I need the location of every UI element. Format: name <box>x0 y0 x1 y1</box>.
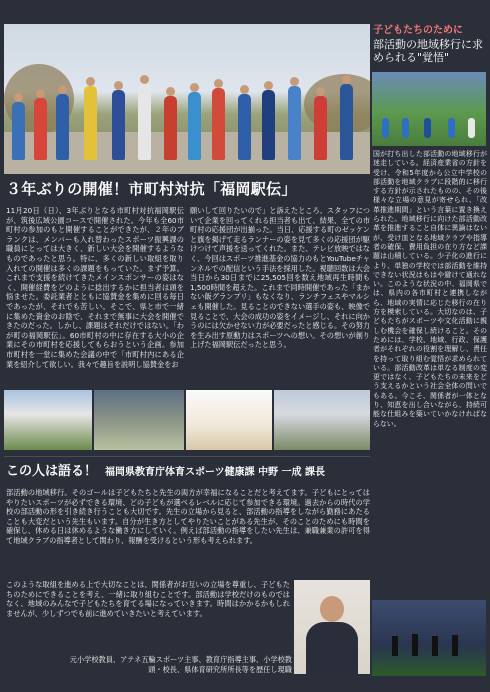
sidebar-subtitle: 部活動の地域移行に求められる"覚悟" <box>373 38 483 64</box>
article-body-column-1: 11月20日（日）、3年ぶりとなる市町村対抗福岡駅伝が、筑後広域公園コースで開催された。今年も全60市町村の参加のもと開催することができたが、２年のブランクは、メンバーも入れ替わったスポーツ振興課の職員にとっては大きく、新しい大会を開催するようなものであったと思う。特に、多くの新しい取組を取り入れての開催は多くの課題をもっていた。まず予算。これまで支援を続けてきたメインスポンサーの姿はなく、開催経費をどのように捻出するかに担当者は頭を悩ませた。委託業者とともに協賛金を集めに回る毎日であったが、それでも苦しい。そこで、県と市で一緒に集めた資金のお陰で、それまで無事に大会を開催できたのだった。しかし、課題はそれだけではない。「わが町の福岡駅伝」。60市町村の中に存在する大小の企業にその市町村を応援してもらおうという企画。参加市町村を一堂に集めた会議の中で「市町村内にある企業を紹介して欲しい。我々で趣旨を説明し協賛金をお <box>6 206 184 369</box>
event-photo-3 <box>186 390 272 450</box>
silhouette-figure <box>392 636 398 656</box>
runner-figure <box>262 90 275 160</box>
child-figure <box>468 118 475 138</box>
silhouette-figure <box>432 636 438 656</box>
runner-figure <box>164 96 177 160</box>
sidebar-title: 子どもたちのために <box>373 25 463 36</box>
runner-figure <box>212 88 225 160</box>
event-photo-1 <box>4 390 92 450</box>
portrait-suit <box>306 622 358 674</box>
sidebar-column-body: 国が打ち出した部活動の地域移行が迷走している。経済産業省の方針を受け、令和5年度から公立中学校の部活動を地域クラブに段階的に移行する方針が示されたものの、その後様々な立場の意見が寄せられ、「改革推進期間」という言葉に置き換えられた。地域移行に向けた部活動改革を推進すること自体に異論はないが、受け皿となる地域クラブや指導者の確保、費用負担の在り方など課題は山積している。少子化の進行により、単独の学校では部活動を維持できない状況はもはや避けて通れない。このような状況の中、福岡県では、県内の各市町村と連携しながら、地域の実情に応じた移行の在り方を模索している。大切なのは、子どもたちがスポーツや文化活動に親しむ機会を確保し続けること。そのためには、学校、地域、行政、保護者がそれぞれの役割を理解し、責任を持って取り組む覚悟が求められている。部活動改革は単なる制度の変更ではなく、子どもたちの未来をどう支えるかという社会全体の問いでもある。今こそ、関係者が一体となり、知恵を出し合いながら、持続可能な仕組みを築いていかなければならない。 <box>373 150 487 428</box>
runner-figure <box>288 86 301 160</box>
interview-title: この人は語る！ <box>6 464 98 479</box>
interview-body: 部活動の地域移行。そのゴールは子どもたちと先生の両方が幸福になることだと考えてます。子どもにとってはやりたいスポーツが必ずできる環境、どの子どもが選べるレベルに応じて参加できる環境。過去からの時代の学校の部活動の形を引き続き行うことも大切です。先生の立場から見ると、部活動の指導をしながら勤務にあたることも大変だという先生もいます。自分が生き方としてやりたいことがある先生が、そのことのためにも時間を確保し、休める日は休めるような働き方にしていく。例えば部活動の指導をしたい先生は、兼職兼業の許可を得て地域クラブの指導者として関わり、報酬を受けるという形も考えられます。 <box>6 488 370 545</box>
interviewee-portrait <box>294 580 370 674</box>
runner-figure <box>138 84 151 160</box>
hero-photo-runners <box>4 24 370 174</box>
interview-heading <box>6 462 370 482</box>
interviewee-name: 福岡県教育庁体育スポーツ健康課 中野 一成 課長 <box>105 467 326 478</box>
runner-figure <box>34 98 47 160</box>
runner-figure <box>314 96 327 160</box>
runner-figure <box>84 86 97 160</box>
article-title-fukuoka-ekiden: ３年ぶりの開催！市町村対抗「福岡駅伝」 <box>6 180 297 198</box>
child-figure <box>448 118 455 138</box>
runner-figure <box>238 94 251 160</box>
interview-body-continued: このような取組を進める上で大切なことは、関係者がお互いの立場を尊重し、子どもたちのためにできることを考え、一緒に取り組むことです。部活動は学校だけのものではなく、地域のみんなで子どもたちを育てる場になっていきます。時間はかかるかもしれませんが、少しずつでも前に進めていきたいと考えています。 <box>6 580 290 618</box>
interviewee-profile: 元小学校教員、アテネ五輪スポーツ主事、教育庁指導主事、小学校教頭・校長、県体育研究所所長等を歴任し現職 <box>69 655 292 674</box>
runner-figure <box>112 90 125 160</box>
portrait-head <box>320 596 344 622</box>
runner-figure <box>56 94 69 160</box>
child-figure <box>424 118 431 138</box>
child-figure <box>402 118 409 138</box>
silhouette-figure <box>412 634 418 656</box>
runner-figure <box>188 92 201 160</box>
child-figure <box>382 118 389 138</box>
runner-figure <box>340 84 353 160</box>
runner-figure <box>12 102 25 160</box>
event-photo-2 <box>94 390 184 450</box>
silhouette-figure <box>452 635 458 656</box>
event-photo-4 <box>274 390 370 450</box>
section-divider <box>4 456 370 457</box>
silhouette-runners-photo <box>372 600 486 676</box>
article-body-column-2: 願いして回りたいので」と訴えたところ、スタッフについて企業を回ってくれる担当者も出て、結果、全ての市町村の応援団が出揃った。当日、応援する町のゼッケンと旗を掲げて走るランナーの姿を見て多くの応援団が駆けつけて声援を送ってくれた。また、テレビ放映ではなく、今回はスポーツ推進基金の協力のもとYouTubeチャンネルでの配信という手法を採用した。視聴回数は大会当日から30日までに25,505回を数え地域再生時間も1,500時間を超えた。これまで同時開催であった「まかない飯グランプリ」もなくなり、ランチフェスやマルシェも開催した。見ることのできない選手の姿も、映像で見ることで、大会の成功の姿をイメージし、それに向かうのには欠かせない力が必要だったと感じる。その努力を生み出す原動力はスポーツへの想い。その想いが創り上げた福岡駅伝だったと思う。 <box>190 206 370 350</box>
kids-running-photo <box>372 72 486 146</box>
